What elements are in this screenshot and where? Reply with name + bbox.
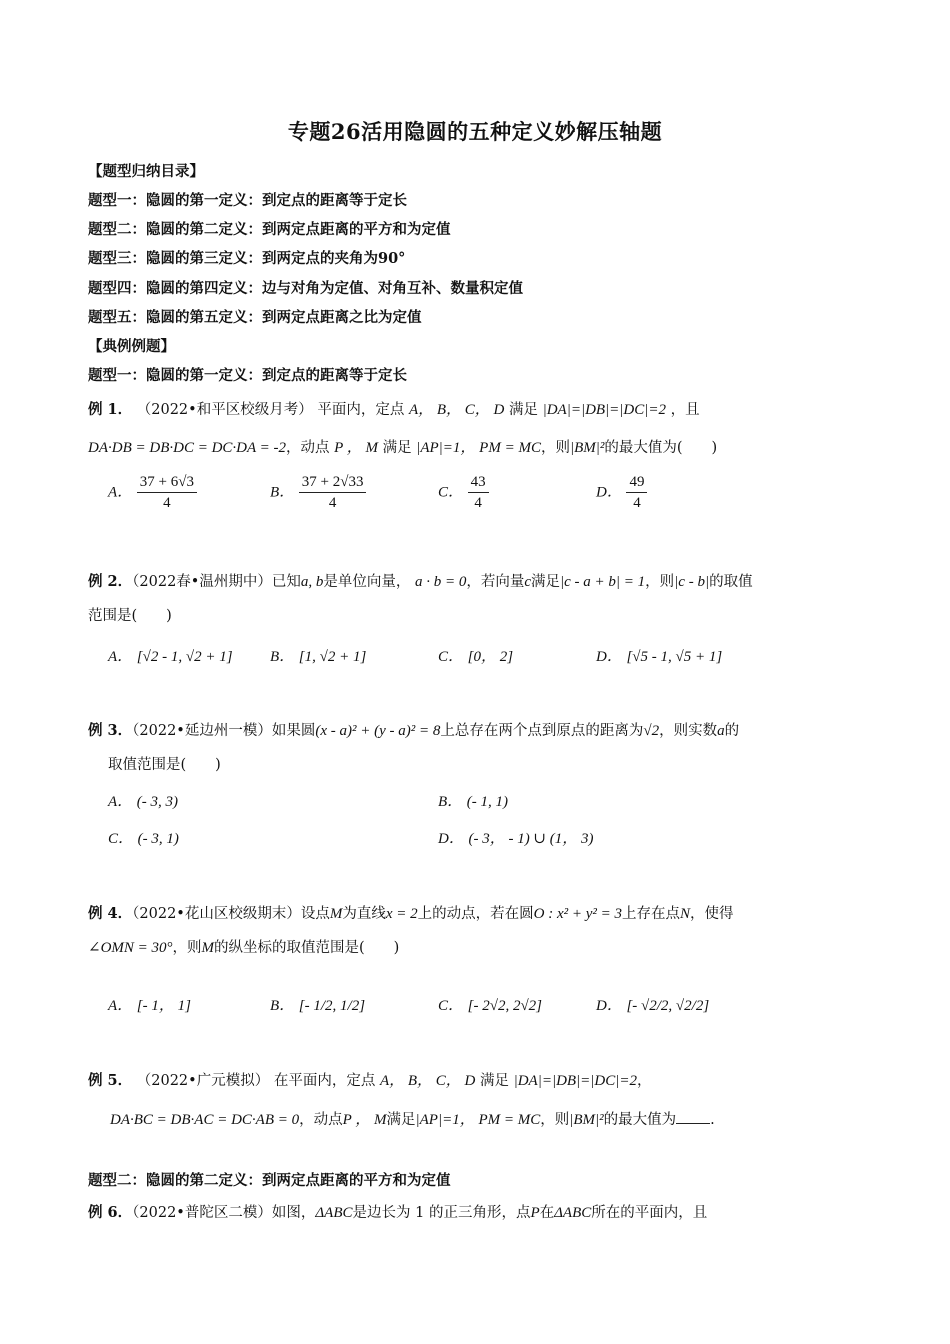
example-2-source: （2022春•温州期中） xyxy=(132,574,272,590)
denominator: 4 xyxy=(328,495,337,511)
examples-heading: 【典例例题】 xyxy=(88,338,175,355)
example-4-math: M xyxy=(329,906,343,922)
example-5-condition: |AP|=1， PM = MC xyxy=(415,1112,541,1128)
option-label: D． xyxy=(596,649,622,665)
section-2-heading: 题型二：隐圆的第二定义：到两定点距离的平方和为定值 xyxy=(88,1172,451,1189)
option-value: [0， 2] xyxy=(467,649,514,665)
example-6-line-1 xyxy=(88,1201,707,1222)
option-value: [√5 - 1, √5 + 1] xyxy=(626,649,723,665)
example-4-line-2 xyxy=(88,936,399,957)
fraction xyxy=(299,472,367,513)
option-value: (- 1, 1) xyxy=(466,794,509,810)
option-value: [- 1， 1] xyxy=(136,998,191,1014)
example-3-math: a xyxy=(717,723,725,739)
example-1-points: P ， M xyxy=(334,440,378,456)
example-1-text: 满足 xyxy=(382,440,412,456)
example-2-option-b[interactable] xyxy=(270,645,366,666)
example-6-math: ΔABC xyxy=(554,1205,592,1221)
example-3-text: ，则实数 xyxy=(659,723,718,739)
example-3-option-b[interactable] xyxy=(438,790,508,811)
example-1-text: 满足 xyxy=(508,402,538,418)
example-6-text: 在 xyxy=(539,1205,555,1221)
example-4-line-1 xyxy=(88,902,734,923)
denominator: 4 xyxy=(474,495,482,511)
denominator: 4 xyxy=(633,495,641,511)
example-6-math: P xyxy=(530,1205,540,1221)
example-6-text: 所在的平面内，且 xyxy=(591,1205,708,1221)
example-2-text: 满足 xyxy=(531,574,561,590)
example-1-condition: |DA|=|DB|=|DC|=2 xyxy=(542,402,667,418)
numerator: 37 + 6√3 xyxy=(137,472,197,493)
answer-blank[interactable] xyxy=(676,1111,710,1124)
example-2-math: a · b = 0 xyxy=(414,574,467,590)
numerator: 37 + 2√33 xyxy=(299,472,367,493)
example-6-text: 如图， xyxy=(271,1205,316,1221)
option-label: B． xyxy=(270,484,295,501)
example-3-math: √2 xyxy=(643,723,660,739)
example-2-text: 是单位向量， xyxy=(323,574,411,590)
example-4-math: N xyxy=(680,906,691,922)
example-6-label: 例 6． xyxy=(88,1204,133,1221)
numerator: 49 xyxy=(626,472,647,493)
example-1-text: 的最大值为( ) xyxy=(604,440,718,456)
example-6-source: （2022•普陀区二模） xyxy=(132,1205,272,1221)
toc-heading: 【题型归纳目录】 xyxy=(88,163,204,180)
example-2-text: 的取值 xyxy=(709,574,753,590)
example-2-text: ，若向量 xyxy=(466,574,525,590)
example-6-math: ΔABC xyxy=(315,1205,353,1221)
example-3-text: 上总存在两个点到原点的距离为 xyxy=(440,723,644,739)
toc-item-5: 题型五：隐圆的第五定义：到两定点距离之比为定值 xyxy=(88,309,422,326)
example-3-math: (x - a)² + (y - a)² = 8 xyxy=(315,723,441,739)
option-label: A． xyxy=(108,794,133,810)
example-2-math: a, b xyxy=(300,574,324,590)
example-1-text: ，且 xyxy=(670,402,700,418)
example-2-line-1 xyxy=(88,570,753,591)
example-3-line-1 xyxy=(88,719,739,740)
example-5-condition: |BM|² xyxy=(569,1112,604,1128)
example-4-text: ，使得 xyxy=(690,906,734,922)
example-1-text: ，动点 xyxy=(286,440,330,456)
example-3-text: 如果圆 xyxy=(271,723,316,739)
toc-item-3: 题型三：隐圆的第三定义：到两定点的夹角为90° xyxy=(88,250,406,267)
example-4-math: x = 2 xyxy=(385,906,418,922)
example-1-option-c[interactable] xyxy=(438,472,489,513)
example-2-label: 例 2． xyxy=(88,573,133,590)
example-5-text: . xyxy=(710,1112,715,1128)
example-5-text: 在平面内，定点 xyxy=(273,1073,376,1089)
option-label: D． xyxy=(596,998,622,1014)
toc-item-1: 题型一：隐圆的第一定义：到定点的距离等于定长 xyxy=(88,192,407,209)
example-4-option-c[interactable] xyxy=(438,994,542,1015)
example-2-line-2: 范围是( ) xyxy=(88,608,172,624)
example-5-text: 的最大值为 xyxy=(603,1112,677,1128)
option-label: C． xyxy=(438,649,464,665)
example-4-source: （2022•花山区校级期末） xyxy=(132,906,301,922)
example-1-option-a[interactable] xyxy=(108,472,197,513)
example-4-option-d[interactable] xyxy=(596,994,709,1015)
example-2-option-a[interactable] xyxy=(108,645,233,666)
option-label: C． xyxy=(438,484,464,501)
example-6-text: 是边长为 1 的正三角形，点 xyxy=(352,1205,531,1221)
fraction xyxy=(468,472,489,513)
example-2-math: |c - b| xyxy=(674,574,710,590)
example-1-text: 平面内，定点 xyxy=(317,402,405,418)
example-5-text: ，动点 xyxy=(299,1112,343,1128)
option-value: [- √2/2, √2/2] xyxy=(626,998,710,1014)
example-2-math: c xyxy=(524,574,532,590)
example-1-text: ，则 xyxy=(540,440,570,456)
option-label: B． xyxy=(270,998,295,1014)
example-2-text: 已知 xyxy=(271,574,301,590)
example-5-label: 例 5． xyxy=(88,1072,133,1089)
example-4-math: M xyxy=(201,940,215,956)
example-1-source: （2022•和平区校级月考） xyxy=(136,402,313,418)
example-1-points: A， B， C， D xyxy=(408,402,505,418)
option-label: A． xyxy=(108,649,133,665)
fraction xyxy=(137,472,197,513)
example-4-text: ，则 xyxy=(172,940,202,956)
option-value: [- 2√2, 2√2] xyxy=(467,998,543,1014)
option-label: C． xyxy=(438,998,464,1014)
example-3-label: 例 3． xyxy=(88,722,133,739)
option-value: [- 1/2, 1/2] xyxy=(298,998,366,1014)
example-5-line-2 xyxy=(110,1108,715,1129)
option-label: B． xyxy=(270,649,295,665)
example-1-option-b[interactable] xyxy=(270,472,366,513)
example-3-option-a[interactable] xyxy=(108,790,178,811)
example-1-option-d[interactable] xyxy=(596,472,647,513)
option-value: (- 3, 3) xyxy=(136,794,179,810)
option-label: D． xyxy=(596,484,622,501)
example-3-option-c[interactable] xyxy=(108,827,179,848)
toc-item-4: 题型四：隐圆的第四定义：边与对角为定值、对角互补、数量积定值 xyxy=(88,280,523,297)
fraction xyxy=(626,472,647,513)
example-5-line-1: 例 5． （2022•广元模拟） 在平面内，定点 A， B， C， D 满足 |DA|=|DB|=|DC|=2， xyxy=(88,1072,652,1089)
numerator: 43 xyxy=(468,472,489,493)
example-1-condition: |BM|² xyxy=(569,440,605,456)
example-5-points: P ， M xyxy=(342,1112,387,1128)
example-1-condition: |AP|=1， PM = MC xyxy=(416,440,541,456)
option-value: (- 3, 1) xyxy=(137,831,179,847)
example-2-math: |c - a + b| = 1 xyxy=(560,574,646,590)
page-title: 专题26活用隐圆的五种定义妙解压轴题 xyxy=(287,119,663,144)
example-5-points: A， B， C， D xyxy=(379,1073,476,1089)
example-3-source: （2022•延边州一模） xyxy=(132,723,272,739)
example-5-condition: DA·BC = DB·AC = DC·AB = 0 xyxy=(110,1112,300,1128)
example-3-text: 的 xyxy=(724,723,740,739)
example-1-condition: DA·DB = DB·DC = DC·DA = -2 xyxy=(88,440,286,456)
example-5-text: ，则 xyxy=(540,1112,570,1128)
example-5-condition: |DA|=|DB|=|DC|=2 xyxy=(513,1073,638,1089)
example-3-line-2: 取值范围是( ) xyxy=(108,757,221,773)
option-label: D． xyxy=(438,831,464,847)
option-label: B． xyxy=(438,794,463,810)
example-4-text: 的纵坐标的取值范围是( ) xyxy=(214,940,400,956)
example-4-math: O : x² + y² = 3 xyxy=(533,906,623,922)
option-value: (- 3， - 1) ∪ (1， 3) xyxy=(468,831,594,847)
example-4-text: 上存在点 xyxy=(622,906,681,922)
example-1-label: 例 1． xyxy=(88,401,133,418)
denominator: 4 xyxy=(163,495,171,511)
toc-item-2: 题型二：隐圆的第二定义：到两定点距离的平方和为定值 xyxy=(88,221,451,238)
example-4-math: ∠OMN = 30° xyxy=(88,940,173,956)
section-1-heading: 题型一：隐圆的第一定义：到定点的距离等于定长 xyxy=(88,367,407,384)
example-4-option-b[interactable] xyxy=(270,994,365,1015)
example-5-source: （2022•广元模拟） xyxy=(136,1073,270,1089)
example-1-line-1 xyxy=(88,398,700,419)
option-label: A． xyxy=(108,484,133,501)
example-2-option-d[interactable] xyxy=(596,645,722,666)
example-2-text: ，则 xyxy=(645,574,675,590)
example-4-option-a[interactable] xyxy=(108,994,191,1015)
example-4-label: 例 4． xyxy=(88,905,133,922)
example-5-text: 满足 xyxy=(386,1112,416,1128)
example-3-option-d[interactable] xyxy=(438,827,594,848)
example-5-text: 满足 xyxy=(479,1073,509,1089)
option-value: [1, √2 + 1] xyxy=(298,649,367,665)
example-1-line-2 xyxy=(88,436,717,457)
option-label: A． xyxy=(108,998,133,1014)
option-label: C． xyxy=(108,831,134,847)
option-value: [√2 - 1, √2 + 1] xyxy=(136,649,233,665)
example-4-text: 为直线 xyxy=(342,906,386,922)
example-2-option-c[interactable] xyxy=(438,645,513,666)
example-4-text: 上的动点，若在圆 xyxy=(417,906,534,922)
example-4-text: 设点 xyxy=(300,906,330,922)
